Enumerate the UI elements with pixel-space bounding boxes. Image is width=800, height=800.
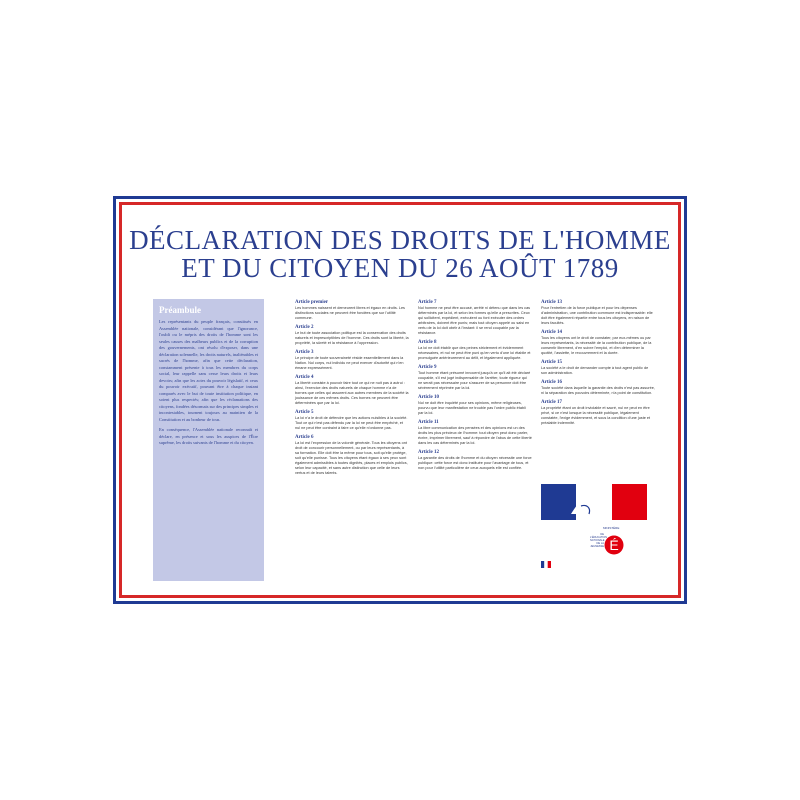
article-heading: Article 7 [418, 300, 437, 305]
article-block [541, 330, 655, 356]
article-heading: Article 2 [295, 325, 314, 330]
title-line-2: ET DU CITOYEN DU 26 AOÛT 1789 [181, 253, 619, 283]
title-line-1: DÉCLARATION DES DROITS DE L'HOMME [129, 225, 671, 255]
svg-text:É: É [609, 537, 619, 553]
article-heading: Article 16 [541, 380, 562, 385]
article-heading: Article 15 [541, 360, 562, 365]
article-text: Pour l'entretien de la force publique et pour les dépenses d'administration, une contribution commune est indispensable: elle doit être également répartie entre tous les citoyens, en raison de leurs facultés. [541, 306, 653, 325]
preamble-paragraph-2: En conséquence, l'Assemblée nationale reconnaît et déclare, en présence et sous les auspices de l'Être suprême, les droits suivants de l'homme et du citoyen. [159, 427, 258, 445]
article-block [541, 300, 655, 326]
declaration-poster [113, 196, 687, 604]
article-heading: Article 4 [295, 375, 314, 380]
article-text: La liberté consiste à pouvoir faire tout ce qui ne nuit pas à autrui : ainsi, l'exercice des droits naturels de chaque homme n'a de bornes que celles qui assurent aux autres membres de la société la jouissance de ces mêmes droits. Ces bornes ne peuvent être déterminées que par la loi. [295, 381, 409, 405]
article-heading: Article 14 [541, 330, 562, 335]
article-text: Nul ne doit être inquiété pour ses opinions, même religieuses, pourvu que leur manifestation ne trouble pas l'ordre public établi par la loi. [418, 401, 526, 415]
preamble-heading: Préambule [159, 305, 201, 315]
preamble-box [153, 299, 264, 581]
article-heading: Article 17 [541, 400, 562, 405]
article-text: La libre communication des pensées et des opinions est un des droits les plus précieux de l'homme: tout citoyen peut donc parler, écrire, imprimer librement, sauf à répondre de l'abus de cette liberté dans les cas déterminés par la loi. [418, 426, 532, 445]
article-text: La loi n'a le droit de défendre que les actions nuisibles à la société. Tout ce qui n'est pas défendu par la loi ne peut être empêché, et nul ne peut être contraint à faire ce qu'elle n'ordonne pas. [295, 416, 408, 430]
poster-title [113, 226, 687, 282]
articles-column-2 [418, 300, 532, 475]
article-block [541, 400, 655, 426]
article-heading: Article 8 [418, 340, 437, 345]
article-text: Le but de toute association politique est la conservation des droits naturels et imprescriptibles de l'homme. Ces droits sont la liberté, la propriété, la sûreté et la résistance à l'oppression. [295, 331, 409, 345]
article-heading: Article 10 [418, 395, 439, 400]
article-text: La propriété étant un droit inviolable et sacré, nul ne peut en être privé, si ce n'est lorsque la nécessité publique, légalement constatée, l'exige évidemment, et sous la condition d'une juste et préalable indemnité. [541, 406, 651, 425]
e-ministry-icon [604, 531, 624, 559]
small-flag-icon [541, 561, 551, 568]
article-text: Toute société dans laquelle la garantie des droits n'est pas assurée, ni la séparation des pouvoirs déterminée, n'a point de constitution. [541, 386, 655, 395]
article-block [541, 360, 655, 376]
article-block [295, 350, 409, 371]
article-block [295, 300, 409, 321]
article-block [418, 300, 532, 336]
article-text: Le principe de toute souveraineté réside essentiellement dans la Nation. Nul corps, nul individu ne peut exercer d'autorité qui n'en émane expressément. [295, 356, 404, 370]
article-block [541, 380, 655, 396]
article-text: Tout homme étant présumé innocent jusqu'à ce qu'il ait été déclaré coupable, s'il est jugé indispensable de l'arrêter, toute rigueur qui ne serait pas nécessaire pour s'assurer de sa personne doit être sévèrement réprimée par la loi. [418, 371, 531, 390]
article-text: La loi ne doit établir que des peines strictement et évidemment nécessaires, et nul ne peut être puni qu'en vertu d'une loi établie et promulguée antérieurement au délit, et légalement appliquée. [418, 346, 531, 360]
article-text: La garantie des droits de l'homme et du citoyen nécessite une force publique: cette force est donc instituée pour l'avantage de tous, et non pour l'utilité particulière de ceux auxquels elle est confiée. [418, 456, 532, 470]
ministry-subtitle: DE L'ÉDUCATION NATIONALE DE LA JEUNESSE [590, 533, 608, 548]
article-text: Nul homme ne peut être accusé, arrêté ni détenu que dans les cas déterminés par la loi, et selon les formes qu'elle a prescrites. Ceux qui sollicitent, expédient, exécutent ou font exécuter des ordres arbitraires, doivent être punis; mais tout citoyen appelé ou saisi en vertu de la loi doit obéir à l'instant: il se rend coupable par la résistance. [418, 306, 531, 335]
article-block [295, 325, 409, 346]
article-block [418, 340, 532, 361]
articles-column-3 [541, 300, 655, 430]
articles-column-1 [295, 300, 409, 480]
ministry-label: MINISTÈRE [603, 526, 620, 530]
article-block [418, 420, 532, 446]
article-block [295, 375, 409, 406]
article-block [295, 435, 409, 476]
article-block [418, 450, 532, 471]
article-heading: Article premier [295, 300, 329, 305]
article-text: La société a le droit de demander compte à tout agent public de son administration. [541, 366, 649, 375]
article-heading: Article 9 [418, 365, 437, 370]
article-text: Les hommes naissent et demeurent libres et égaux en droits. Les distinctions sociales ne peuvent être fondées que sur l'utilité commune. [295, 306, 405, 320]
article-block [295, 410, 409, 431]
article-heading: Article 12 [418, 450, 439, 455]
article-heading: Article 6 [295, 435, 314, 440]
article-heading: Article 3 [295, 350, 314, 355]
article-text: La loi est l'expression de la volonté générale. Tous les citoyens ont droit de concourir personnellement, ou par leurs représentants, à sa formation. Elle doit être la même pour tous, soit qu'elle protège, soit qu'elle punisse. Tous les citoyens étant égaux à ses yeux sont également admissibles à toutes dignités, places et emplois publics, selon leur capacité, et sans autre distinction que celle de leurs vertus et de leurs talents. [295, 441, 408, 475]
marianne-logo-icon [541, 484, 647, 520]
article-heading: Article 5 [295, 410, 314, 415]
article-heading: Article 13 [541, 300, 562, 305]
article-text: Tous les citoyens ont le droit de constater, par eux-mêmes ou par leurs représentants, la nécessité de la contribution publique, de la consentir librement, d'en suivre l'emploi, et d'en déterminer la quotité, l'assiette, le recouvrement et la durée. [541, 336, 652, 355]
article-block [418, 365, 532, 391]
preamble-paragraph-1: Les représentants du peuple français, constitués en Assemblée nationale, considérant que l'ignorance, l'oubli ou le mépris des droits de l'homme sont les seules causes des malheurs publics et de la corruption des gouvernements, ont résolu d'exposer, dans une déclaration solennelle, les droits naturels, inaliénables et sacrés de l'homme, afin que cette déclaration, constamment présente à tous les membres du corps social, leur rappelle sans cesse leurs droits et leurs devoirs; afin que les actes du pouvoir législatif, et ceux du pouvoir exécutif, pouvant être à chaque instant comparés avec le but de toute institution politique, en soient plus respectés; afin que les réclamations des citoyens, fondées désormais sur des principes simples et incontestables, tournent toujours au maintien de la Constitution et au bonheur de tous. [159, 319, 258, 422]
article-block [418, 395, 532, 416]
article-heading: Article 11 [418, 420, 439, 425]
